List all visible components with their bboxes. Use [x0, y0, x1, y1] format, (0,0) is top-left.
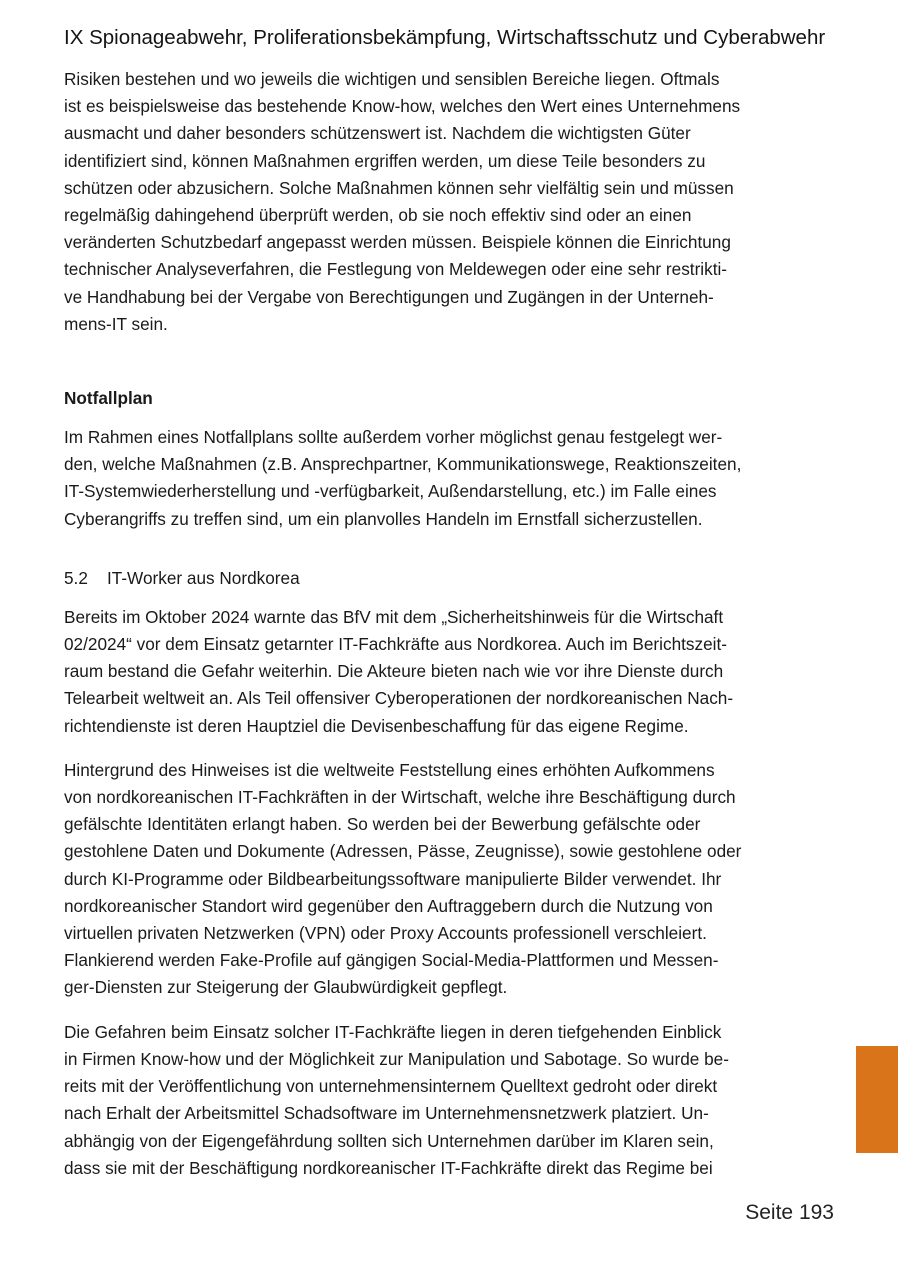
intro-paragraph: [64, 66, 804, 338]
notfallplan-heading: Notfallplan: [64, 388, 153, 409]
text-line: virtuellen privaten Netzwerken (VPN) oder Proxy Accounts professionell verschleiert.: [64, 923, 707, 944]
text-line: in Firmen Know-how und der Möglichkeit zur Manipulation und Sabotage. So wurde be-: [64, 1048, 729, 1069]
page-body: [64, 66, 804, 1199]
text-line: Die Gefahren beim Einsatz solcher IT-Fachkräfte liegen in deren tiefgehenden Einblick: [64, 1021, 722, 1042]
text-line: gestohlene Daten und Dokumente (Adressen, Pässe, Zeugnisse), sowie gestohlene oder: [64, 841, 742, 862]
text-line: dass sie mit der Beschäftigung nordkoreanischer IT-Fachkräfte direkt das Regime bei: [64, 1157, 713, 1178]
text-line: gefälschte Identitäten erlangt haben. So werden bei der Bewerbung gefälschte oder: [64, 814, 701, 835]
section-heading: [64, 565, 804, 592]
text-line: technischer Analyseverfahren, die Festlegung von Meldewegen oder eine sehr restrikti-: [64, 259, 728, 280]
text-line: identifiziert sind, können Maßnahmen ergriffen werden, um diese Teile besonders zu: [64, 150, 706, 171]
section-title: IT-Worker aus Nordkorea: [107, 567, 300, 588]
text-line: reits mit der Veröffentlichung von unternehmensinternem Quelltext gedroht oder direkt: [64, 1076, 718, 1097]
text-line: von nordkoreanischen IT-Fachkräften in der Wirtschaft, welche ihre Beschäftigung durch: [64, 787, 736, 808]
section-paragraph-1: [64, 604, 804, 740]
text-line: den, welche Maßnahmen (z.B. Ansprechpartner, Kommunikationswege, Reaktionszeiten,: [64, 454, 742, 475]
chapter-side-tab: [856, 1046, 898, 1153]
text-line: Bereits im Oktober 2024 warnte das BfV mit dem „Sicherheitshinweis für die Wirtschaft: [64, 606, 724, 627]
section-paragraph-3: [64, 1019, 804, 1182]
notfallplan-paragraph: [64, 424, 804, 533]
running-header: IX Spionageabwehr, Proliferationsbekämpfung, Wirtschaftsschutz und Cyberabwehr: [64, 26, 826, 49]
text-line: regelmäßig dahingehend überprüft werden, ob sie noch effektiv sind oder an einen: [64, 205, 692, 226]
text-line: IT-Systemwiederherstellung und -verfügbarkeit, Außendarstellung, etc.) im Falle eines: [64, 481, 717, 502]
text-line: abhängig von der Eigengefährdung sollten sich Unternehmen darüber im Klaren sein,: [64, 1130, 714, 1151]
text-line: 02/2024“ vor dem Einsatz getarnter IT-Fachkräfte aus Nordkorea. Auch im Berichtszeit-: [64, 634, 727, 655]
text-line: mens-IT sein.: [64, 313, 168, 334]
text-line: Hintergrund des Hinweises ist die weltweite Feststellung eines erhöhten Aufkommens: [64, 759, 715, 780]
section-number: 5.2: [64, 567, 88, 588]
page-number: Seite 193: [745, 1201, 834, 1224]
text-line: Cyberangriffs zu treffen sind, um ein planvolles Handeln im Ernstfall sicherzustellen.: [64, 508, 703, 529]
text-line: durch KI-Programme oder Bildbearbeitungssoftware manipulierte Bilder verwendet. Ihr: [64, 868, 722, 889]
text-line: nordkoreanischer Standort wird gegenüber den Auftraggebern durch die Nutzung von: [64, 895, 713, 916]
text-line: Risiken bestehen und wo jeweils die wichtigen und sensiblen Bereiche liegen. Oftmals: [64, 69, 720, 89]
text-line: Flankierend werden Fake-Profile auf gängigen Social-Media-Plattformen und Messen-: [64, 950, 719, 971]
text-line: ausmacht und daher besonders schützenswert ist. Nachdem die wichtigsten Güter: [64, 123, 691, 144]
text-line: ve Handhabung bei der Vergabe von Berechtigungen und Zugängen in der Unterneh-: [64, 286, 714, 307]
text-line: ist es beispielsweise das bestehende Know-how, welches den Wert eines Unternehmens: [64, 96, 741, 117]
text-line: schützen oder abzusichern. Solche Maßnahmen können sehr vielfältig sein und müssen: [64, 177, 734, 198]
text-line: raum bestand die Gefahr weiterhin. Die Akteure bieten nach wie vor ihre Dienste durch: [64, 661, 724, 682]
text-line: richtendienste ist deren Hauptziel die Devisenbeschaffung für das eigene Regime.: [64, 715, 689, 736]
text-line: nach Erhalt der Arbeitsmittel Schadsoftware im Unternehmensnetzwerk platziert. Un-: [64, 1103, 709, 1124]
text-line: Telearbeit weltweit an. Als Teil offensiver Cyberoperationen der nordkoreanischen Nach-: [64, 688, 734, 709]
section-paragraph-2: [64, 757, 804, 1002]
text-line: ger-Diensten zur Steigerung der Glaubwürdigkeit gepflegt.: [64, 977, 508, 998]
text-line: veränderten Schutzbedarf angepasst werden müssen. Beispiele können die Einrichtung: [64, 232, 731, 253]
text-line: Im Rahmen eines Notfallplans sollte außerdem vorher möglichst genau festgelegt wer-: [64, 427, 723, 448]
